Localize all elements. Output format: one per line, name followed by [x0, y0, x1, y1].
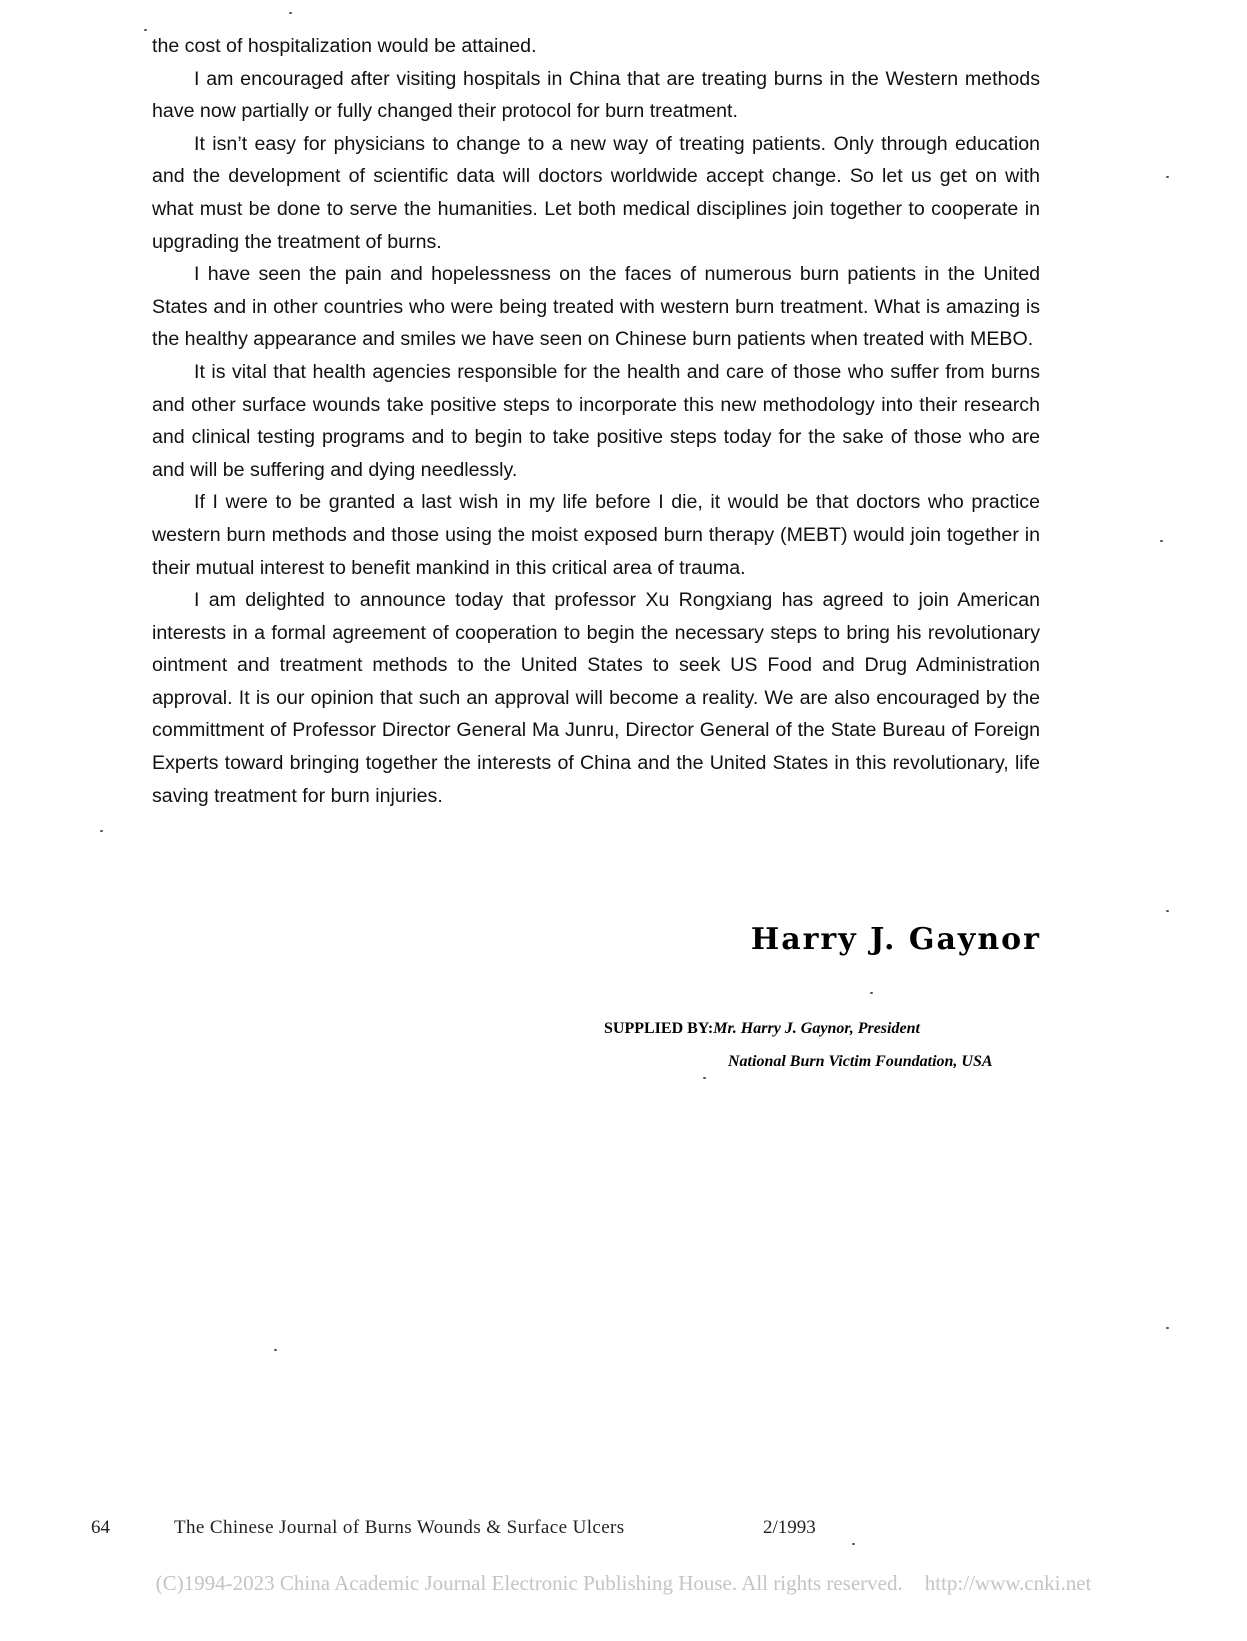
- supplier-organization: National Burn Victim Foundation, USA: [728, 1053, 993, 1070]
- supplied-by-label: SUPPLIED BY:: [604, 1020, 714, 1037]
- letter-body: [152, 30, 1040, 812]
- scan-speck: [1166, 176, 1169, 178]
- supplied-by-block: [604, 1012, 993, 1078]
- paragraph: I am delighted to announce today that professor Xu Rongxiang has agreed to join American interests in a formal agreement of cooperation to begin the necessary steps to bring his revolutionary ointment and treatment methods to the United States to seek US Food and Drug Administration approval. It is our opinion that such an approval will become a reality. We are also encouraged by the committment of Professor Director General Ma Junru, Director General of the State Bureau of Foreign Experts toward bringing together the interests of China and the United States in this revolutionary, life saving treatment for burn injuries.: [152, 589, 1040, 807]
- scan-speck: [274, 1349, 277, 1351]
- scan-speck: [870, 992, 873, 994]
- copyright-url: http://www.cnki.net: [924, 1571, 1092, 1595]
- paragraph: If I were to be granted a last wish in my life before I die, it would be that doctors who practice western burn methods and those using the moist exposed burn therapy (MEBT) would join together in their mutual interest to benefit mankind in this critical area of trauma.: [152, 491, 1040, 579]
- signature: Harry J. Gaynor: [750, 922, 1041, 957]
- scan-speck: [100, 830, 103, 832]
- scan-speck: [289, 12, 292, 14]
- paragraph: the cost of hospitalization would be attained.: [152, 35, 537, 57]
- paragraph: It is vital that health agencies responsible for the health and care of those who suffer from burns and other surface wounds take positive steps to incorporate this new methodology into their research and clinical testing programs and to begin to take positive steps today for the sake of those who are and will be suffering and dying needlessly.: [152, 360, 1040, 481]
- scan-speck: [1166, 1327, 1169, 1329]
- supplier-name: Mr. Harry J. Gaynor, President: [713, 1020, 920, 1037]
- scan-speck: [1166, 910, 1169, 912]
- scan-speck: [144, 29, 147, 31]
- scan-speck: [852, 1543, 855, 1545]
- paragraph: I have seen the pain and hopelessness on the faces of numerous burn patients in the United States and in other countries who were being treated with western burn treatment. What is amazing is the healthy appearance and smiles we have seen on Chinese burn patients when treated with MEBO.: [152, 263, 1040, 351]
- paragraph: It isn’t easy for physicians to change to a new way of treating patients. Only through education and the development of scientific data will doctors worldwide accept change. So let us get on with what must be done to serve the humanities. Let both medical disciplines join together to cooperate in upgrading the treatment of burns.: [152, 132, 1040, 253]
- paragraph: I am encouraged after visiting hospitals in China that are treating burns in the Western methods have now partially or fully changed their protocol for burn treatment.: [152, 67, 1040, 123]
- copyright-watermark: [0, 1571, 1247, 1596]
- page-number: 64: [91, 1517, 110, 1538]
- scan-speck: [1160, 540, 1163, 542]
- copyright-notice: (C)1994-2023 China Academic Journal Electronic Publishing House. All rights reserved.: [155, 1571, 903, 1595]
- issue-number: 2/1993: [763, 1517, 816, 1538]
- journal-title: The Chinese Journal of Burns Wounds & Surface Ulcers: [174, 1517, 625, 1538]
